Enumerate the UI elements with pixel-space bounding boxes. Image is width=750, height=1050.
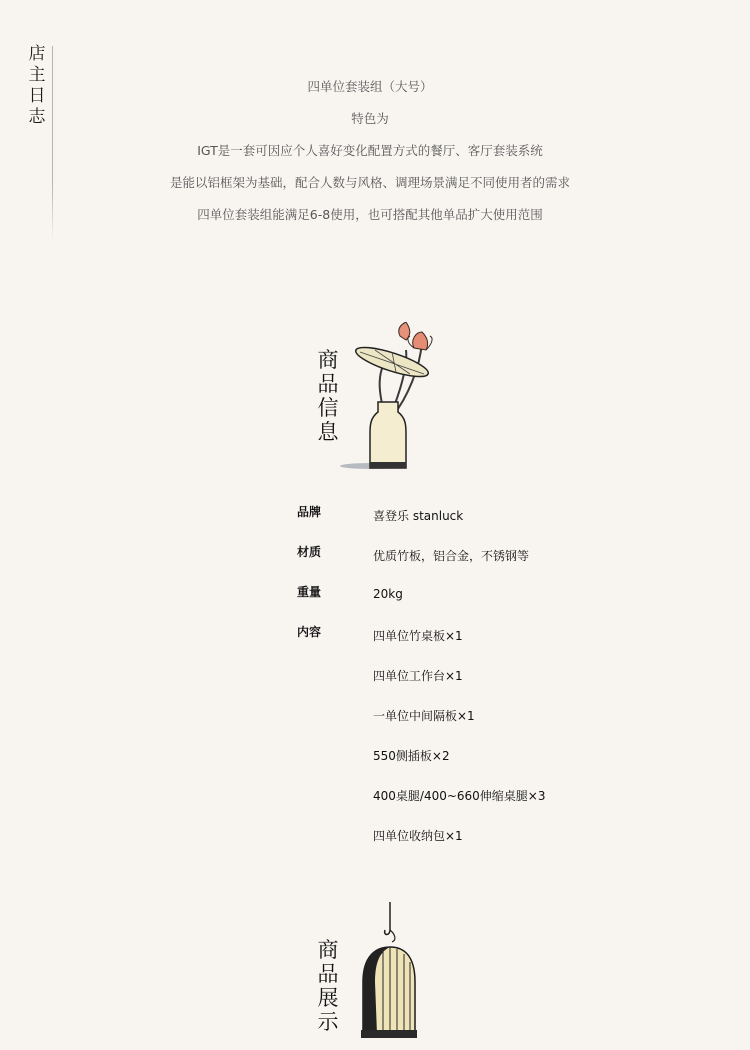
side-char: 主 xyxy=(28,65,46,85)
brand-value: 喜登乐 stanluck xyxy=(373,509,464,523)
brand-label: 品牌 xyxy=(297,505,322,519)
product-display-heading xyxy=(316,938,340,1034)
birdcage-illustration xyxy=(355,902,425,1047)
contents-label: 内容 xyxy=(297,625,322,639)
weight-value: 20kg xyxy=(373,587,403,601)
heading-char: 品 xyxy=(317,962,339,986)
intro-text xyxy=(0,78,740,238)
heading-char: 展 xyxy=(317,986,339,1010)
product-title: 四单位套装组（大号） xyxy=(307,79,433,94)
heading-char: 信 xyxy=(317,396,339,420)
heading-char: 息 xyxy=(317,420,339,444)
vase-lotus-illustration xyxy=(330,322,440,474)
material-value: 优质竹板，铝合金，不锈钢等 xyxy=(373,549,530,563)
intro-line: 四单位套装组能满足6-8使用，也可搭配其他单品扩大使用范围 xyxy=(197,207,543,222)
weight-label: 重量 xyxy=(297,585,322,599)
heading-char: 商 xyxy=(317,938,339,962)
side-char: 志 xyxy=(28,107,46,127)
contents-item: 550侧插板×2 xyxy=(373,749,450,763)
side-char: 日 xyxy=(28,86,46,106)
contents-item: 400桌腿/400~660伸缩桌腿×3 xyxy=(373,789,546,803)
contents-item: 一单位中间隔板×1 xyxy=(373,709,475,723)
material-label: 材质 xyxy=(297,545,322,559)
contents-item: 四单位工作台×1 xyxy=(373,669,463,683)
heading-char: 品 xyxy=(317,372,339,396)
contents-item: 四单位收纳包×1 xyxy=(373,829,463,843)
intro-line: IGT是一套可因应个人喜好变化配置方式的餐厅、客厅套装系统 xyxy=(197,143,543,158)
side-char: 店 xyxy=(28,44,46,64)
contents-item: 四单位竹桌板×1 xyxy=(373,629,463,643)
heading-char: 商 xyxy=(317,348,339,372)
intro-line: 特色为 xyxy=(351,111,389,126)
intro-line: 是能以铝框架为基础，配合人数与风格、调理场景满足不同使用者的需求 xyxy=(169,175,570,190)
heading-char: 示 xyxy=(317,1010,339,1034)
